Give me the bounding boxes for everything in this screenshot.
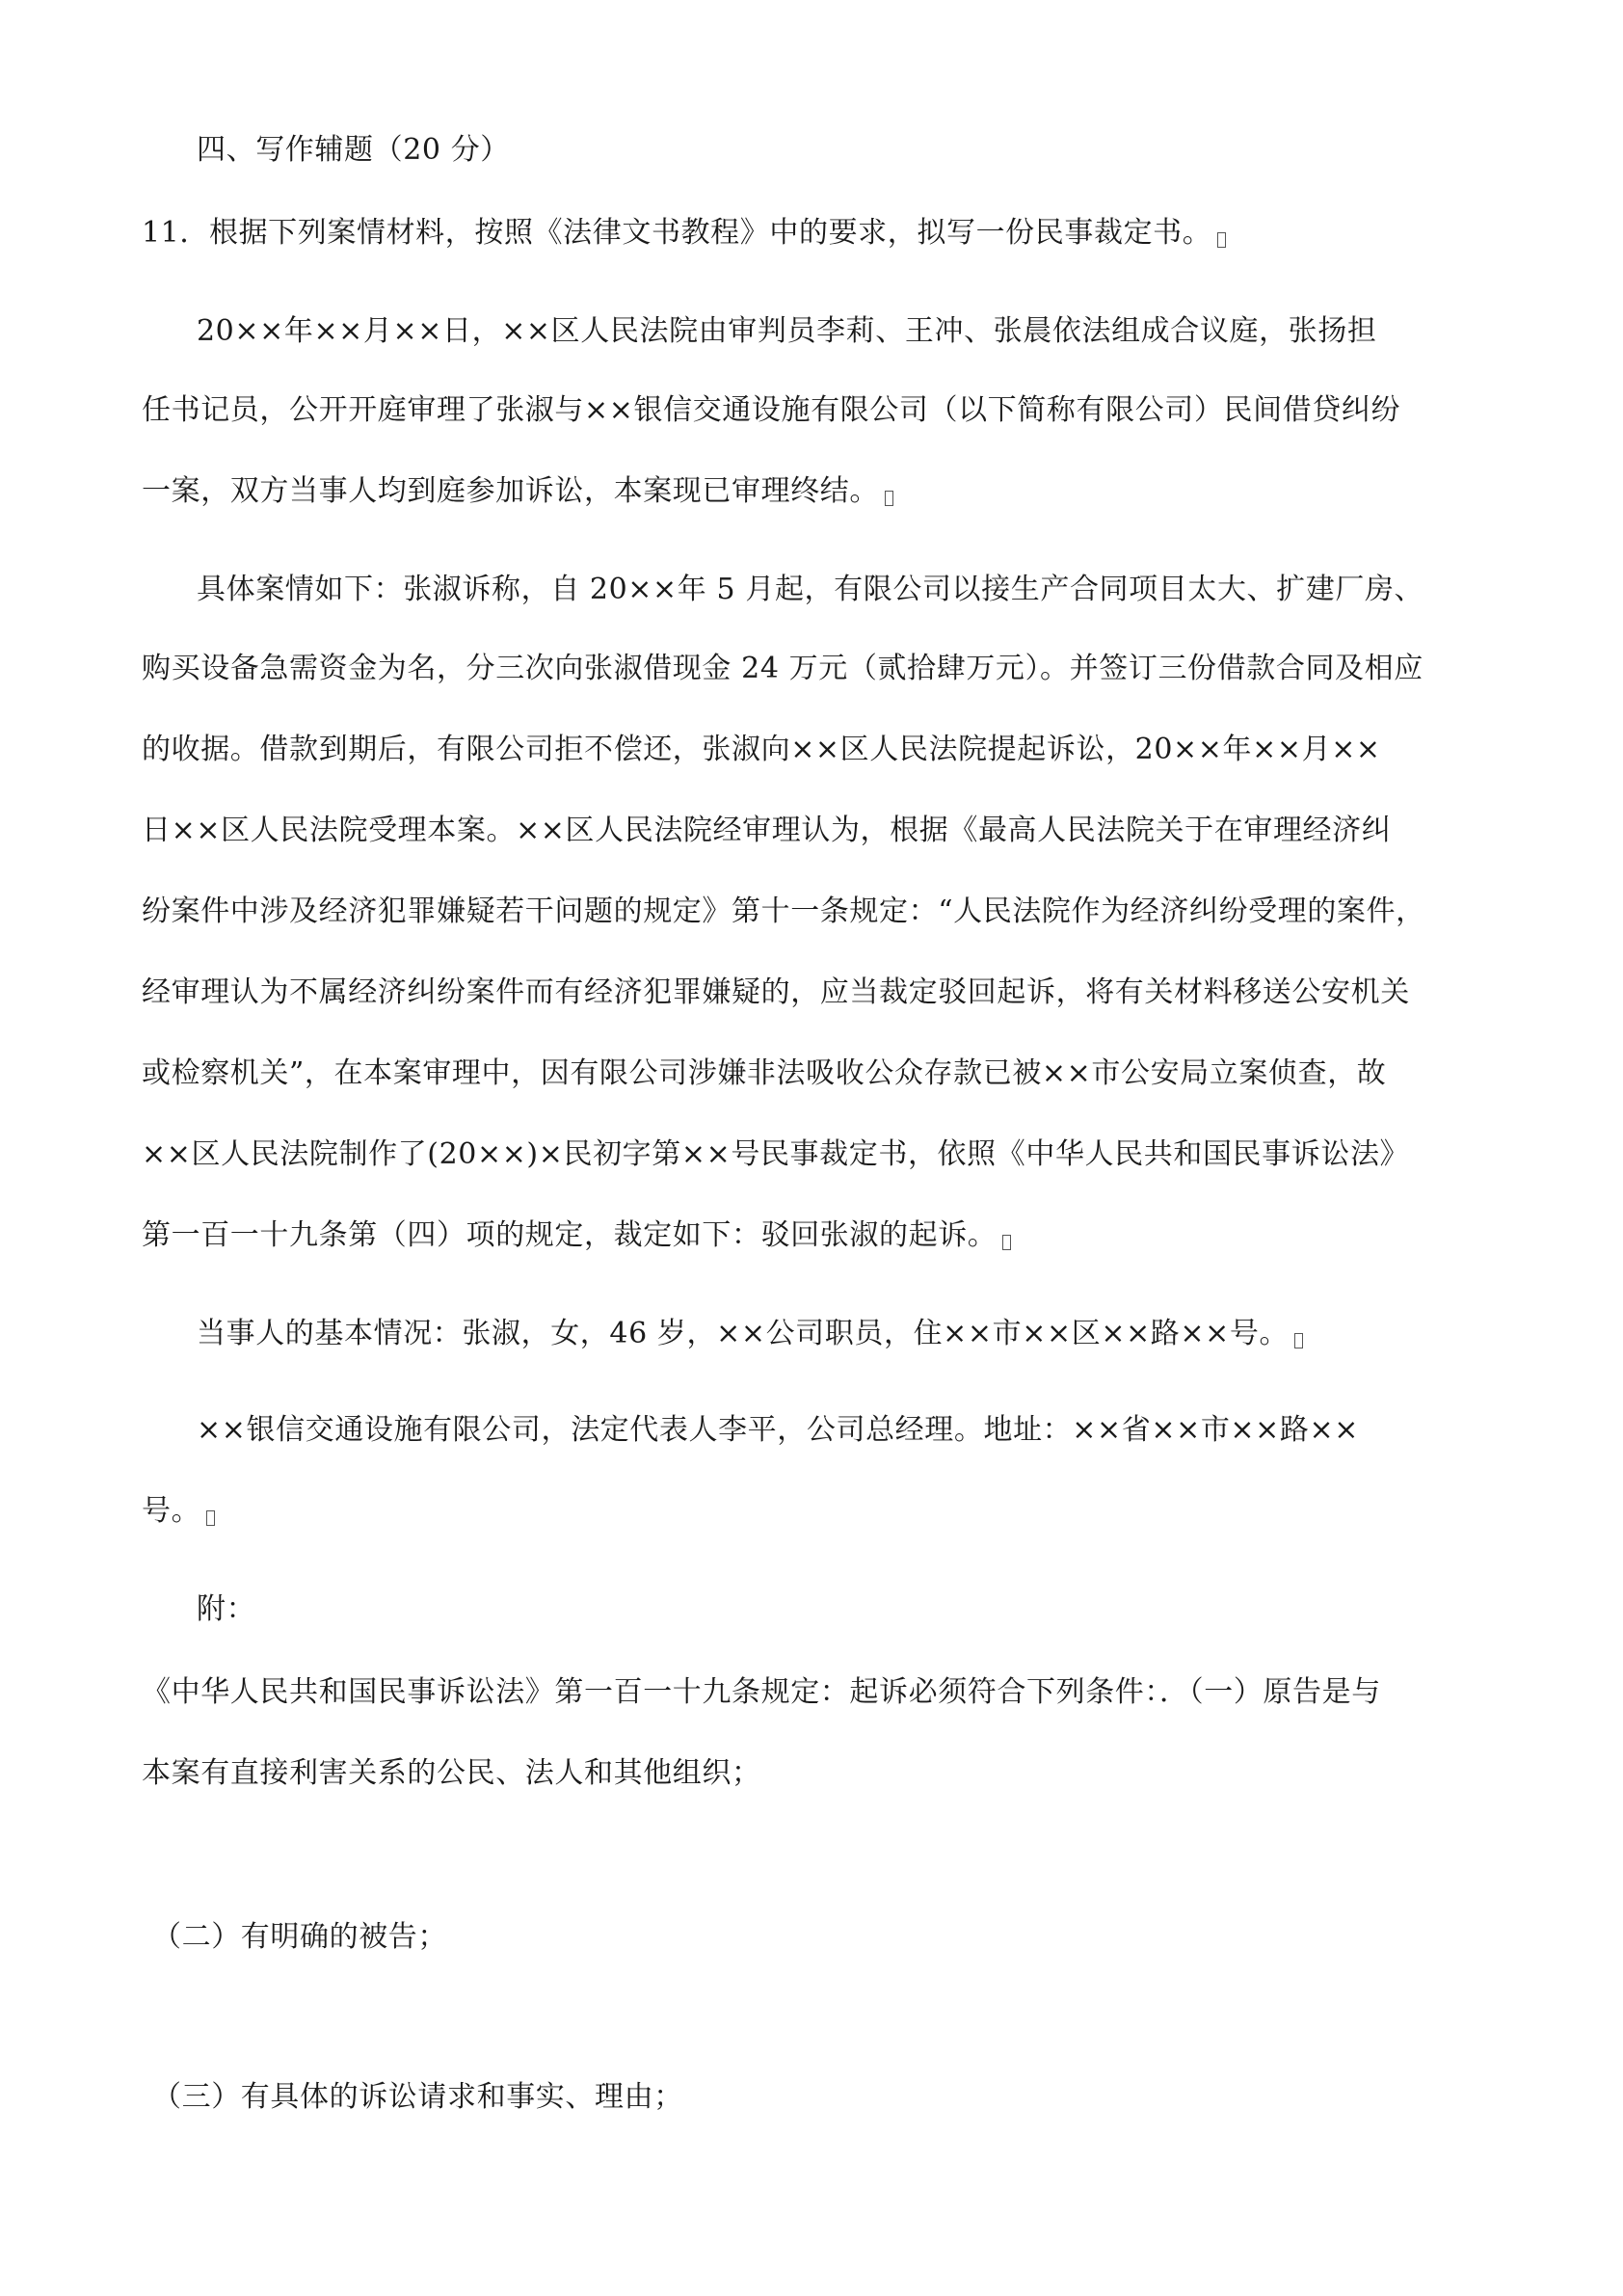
appendix-line-1: 《中华人民共和国民事诉讼法》第一百一十九条规定：起诉必须符合下列条件：．（一）原告是与 xyxy=(142,1675,1381,1709)
para2-line-5: 纷案件中涉及经济犯罪嫌疑若干问题的规定》第十一条规定：“人民法院作为经济纠纷受理的案件， xyxy=(142,894,1425,928)
para3-text: 当事人的基本情况：张淑，女，46 岁，××公司职员，住××市××区××路××号。 xyxy=(197,1317,1290,1350)
para2-line-9 xyxy=(142,1216,1011,1255)
para2-line-6: 经审理认为不属经济纠纷案件而有经济犯罪嫌疑的，应当裁定驳回起诉，将有关材料移送公安机关 xyxy=(142,975,1410,1009)
para2-line-3: 的收据。借款到期后，有限公司拒不偿还，张淑向××区人民法院提起诉讼，20××年××月×× xyxy=(142,733,1381,766)
para1-line-3 xyxy=(142,472,893,511)
para1-line-2: 任书记员，公开开庭审理了张淑与××银信交通设施有限公司（以下简称有限公司）民间借贷纠纷 xyxy=(142,393,1401,427)
appendix-label: 附： xyxy=(197,1592,256,1626)
paragraph-mark-icon xyxy=(885,491,893,506)
para2-line-1: 具体案情如下：张淑诉称，自 20××年 5 月起，有限公司以接生产合同项目太大、扩建厂房、 xyxy=(197,573,1424,606)
question-text: 11．根据下列案情材料，按照《法律文书教程》中的要求，拟写一份民事裁定书。 xyxy=(142,216,1212,250)
question-11 xyxy=(142,214,1226,253)
para1-line-1: 20××年××月××日，××区人民法院由审判员李莉、王冲、张晨依法组成合议庭，张扬担 xyxy=(197,314,1377,348)
section-title: 四、写作辅题（20 分） xyxy=(197,133,510,167)
para2-line-9-text: 第一百一十九条第（四）项的规定，裁定如下：驳回张淑的起诉。 xyxy=(142,1218,998,1252)
para2-line-2: 购买设备急需资金为名，分三次向张淑借现金 24 万元（贰拾肆万元）。并签订三份借款合同及相应 xyxy=(142,652,1423,685)
paragraph-mark-icon xyxy=(1217,232,1226,248)
para2-line-8: ××区人民法院制作了(20××)×民初字第××号民事裁定书，依照《中华人民共和国民事诉讼法》 xyxy=(142,1137,1410,1171)
paragraph-mark-icon xyxy=(1002,1235,1011,1250)
paragraph-mark-icon xyxy=(1294,1333,1303,1348)
appendix-line-2: 本案有直接利害关系的公民、法人和其他组织； xyxy=(142,1756,761,1790)
para4-line-2 xyxy=(142,1492,215,1531)
para2-line-7: 或检察机关”，在本案审理中，因有限公司涉嫌非法吸收公众存款已被××市公安局立案侦查，故 xyxy=(142,1056,1387,1090)
appendix-item-2: （二）有明确的被告； xyxy=(152,1920,447,1954)
para3 xyxy=(197,1315,1303,1353)
appendix-item-3: （三）有具体的诉讼请求和事实、理由； xyxy=(152,2080,683,2114)
paragraph-mark-icon xyxy=(206,1510,215,1526)
para1-line-3-text: 一案，双方当事人均到庭参加诉讼，本案现已审理终结。 xyxy=(142,474,879,508)
para4-line-1: ××银信交通设施有限公司，法定代表人李平，公司总经理。地址：××省××市××路×× xyxy=(197,1413,1359,1447)
para2-line-4: 日××区人民法院受理本案。××区人民法院经审理认为，根据《最高人民法院关于在审理经济纠 xyxy=(142,814,1392,847)
para4-line-2-text: 号。 xyxy=(142,1494,201,1528)
